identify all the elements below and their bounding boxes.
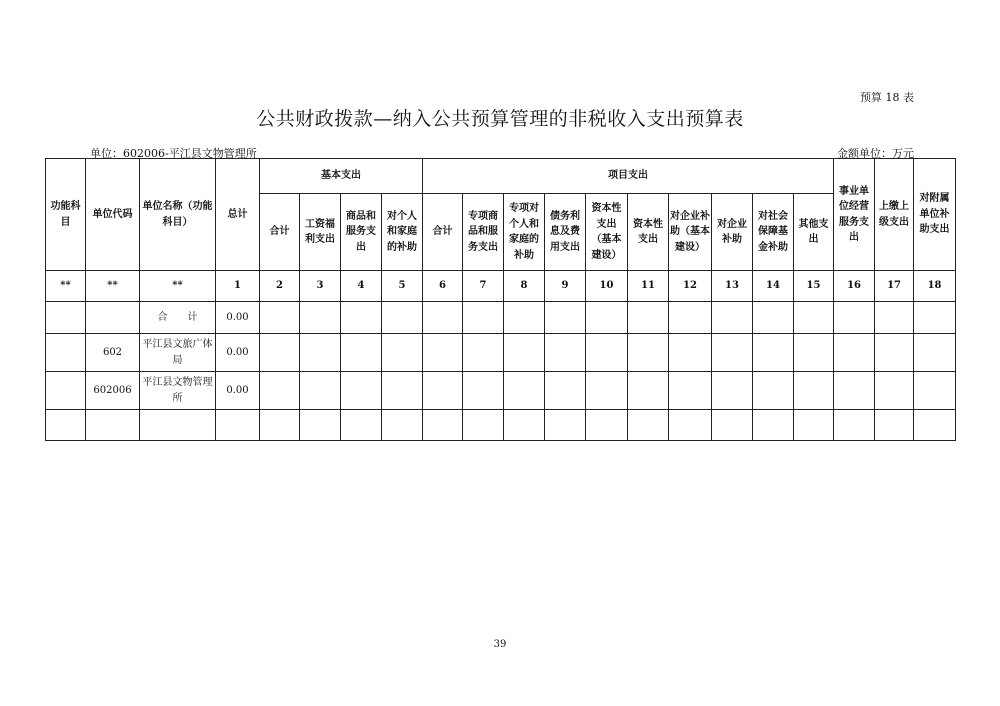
- header-basic-group: 基本支出: [260, 159, 423, 194]
- header-basic-col: 合计: [260, 194, 300, 271]
- header-project-col: 对社会保障基金补助: [753, 194, 794, 271]
- header-project-col: 其他支出: [794, 194, 834, 271]
- code-cell: 602: [86, 334, 140, 372]
- header-project-group: 项目支出: [423, 159, 834, 194]
- index-cell: 13: [712, 271, 753, 302]
- header-project-col: 对企业补助: [712, 194, 753, 271]
- header-project-col: 专项商品和服务支出: [463, 194, 504, 271]
- header-unit-name: 单位名称（功能科目）: [140, 159, 216, 271]
- table-row: [46, 334, 956, 372]
- index-cell: 11: [628, 271, 669, 302]
- header-func-subject: 功能科目: [46, 159, 86, 271]
- total-cell: 0.00: [216, 334, 260, 372]
- unit-label: 单位：602006-平江县文物管理所: [90, 147, 257, 160]
- index-cell: 14: [753, 271, 794, 302]
- index-cell: 3: [300, 271, 341, 302]
- table-row-empty: [46, 410, 956, 441]
- index-cell: 5: [382, 271, 423, 302]
- index-cell: 6: [423, 271, 463, 302]
- total-cell: 0.00: [216, 302, 260, 334]
- total-cell: 0.00: [216, 372, 260, 410]
- index-cell: 4: [341, 271, 382, 302]
- table-row: [46, 302, 956, 334]
- header-project-col: 专项对个人和家庭的补助: [504, 194, 545, 271]
- header-basic-col: 商品和服务支出: [341, 194, 382, 271]
- func-cell: [46, 302, 86, 334]
- index-cell: 10: [586, 271, 628, 302]
- header-biz-service: 事业单位经营服务支出: [834, 159, 875, 271]
- header-project-col: 债务利息及费用支出: [545, 194, 586, 271]
- index-cell: 1: [216, 271, 260, 302]
- page-title: 公共财政拨款—纳入公共预算管理的非税收入支出预算表: [256, 108, 744, 130]
- func-cell: [46, 334, 86, 372]
- name-cell: 合 计: [140, 302, 216, 334]
- index-row: [46, 271, 956, 302]
- index-cell: **: [86, 271, 140, 302]
- header-project-col: 对企业补助（基本建设）: [669, 194, 712, 271]
- page-number: 39: [493, 639, 507, 650]
- header-total: 总计: [216, 159, 260, 271]
- money-unit-label: 金额单位：万元: [837, 147, 914, 160]
- header-remit-upper: 上缴上级支出: [875, 159, 914, 271]
- header-subsidy-affiliated: 对附属单位补助支出: [914, 159, 956, 271]
- func-cell: [46, 372, 86, 410]
- name-cell: 平江县文旅广体局: [140, 334, 216, 372]
- name-cell: 平江县文物管理所: [140, 372, 216, 410]
- header-project-col: 资本性支出（基本建设）: [586, 194, 628, 271]
- table-number: 预算 18 表: [860, 91, 914, 104]
- index-cell: 9: [545, 271, 586, 302]
- index-cell: 16: [834, 271, 875, 302]
- header-basic-col: 对个人和家庭的补助: [382, 194, 423, 271]
- index-cell: **: [46, 271, 86, 302]
- header-basic-col: 工资福利支出: [300, 194, 341, 271]
- index-cell: **: [140, 271, 216, 302]
- index-cell: 12: [669, 271, 712, 302]
- index-cell: 2: [260, 271, 300, 302]
- index-cell: 15: [794, 271, 834, 302]
- header-unit-code: 单位代码: [86, 159, 140, 271]
- index-cell: 18: [914, 271, 956, 302]
- index-cell: 8: [504, 271, 545, 302]
- index-cell: 7: [463, 271, 504, 302]
- budget-table: [45, 158, 956, 441]
- index-cell: 17: [875, 271, 914, 302]
- header-project-col: 合计: [423, 194, 463, 271]
- table-row: [46, 372, 956, 410]
- code-cell: 602006: [86, 372, 140, 410]
- code-cell: [86, 302, 140, 334]
- header-project-col: 资本性支出: [628, 194, 669, 271]
